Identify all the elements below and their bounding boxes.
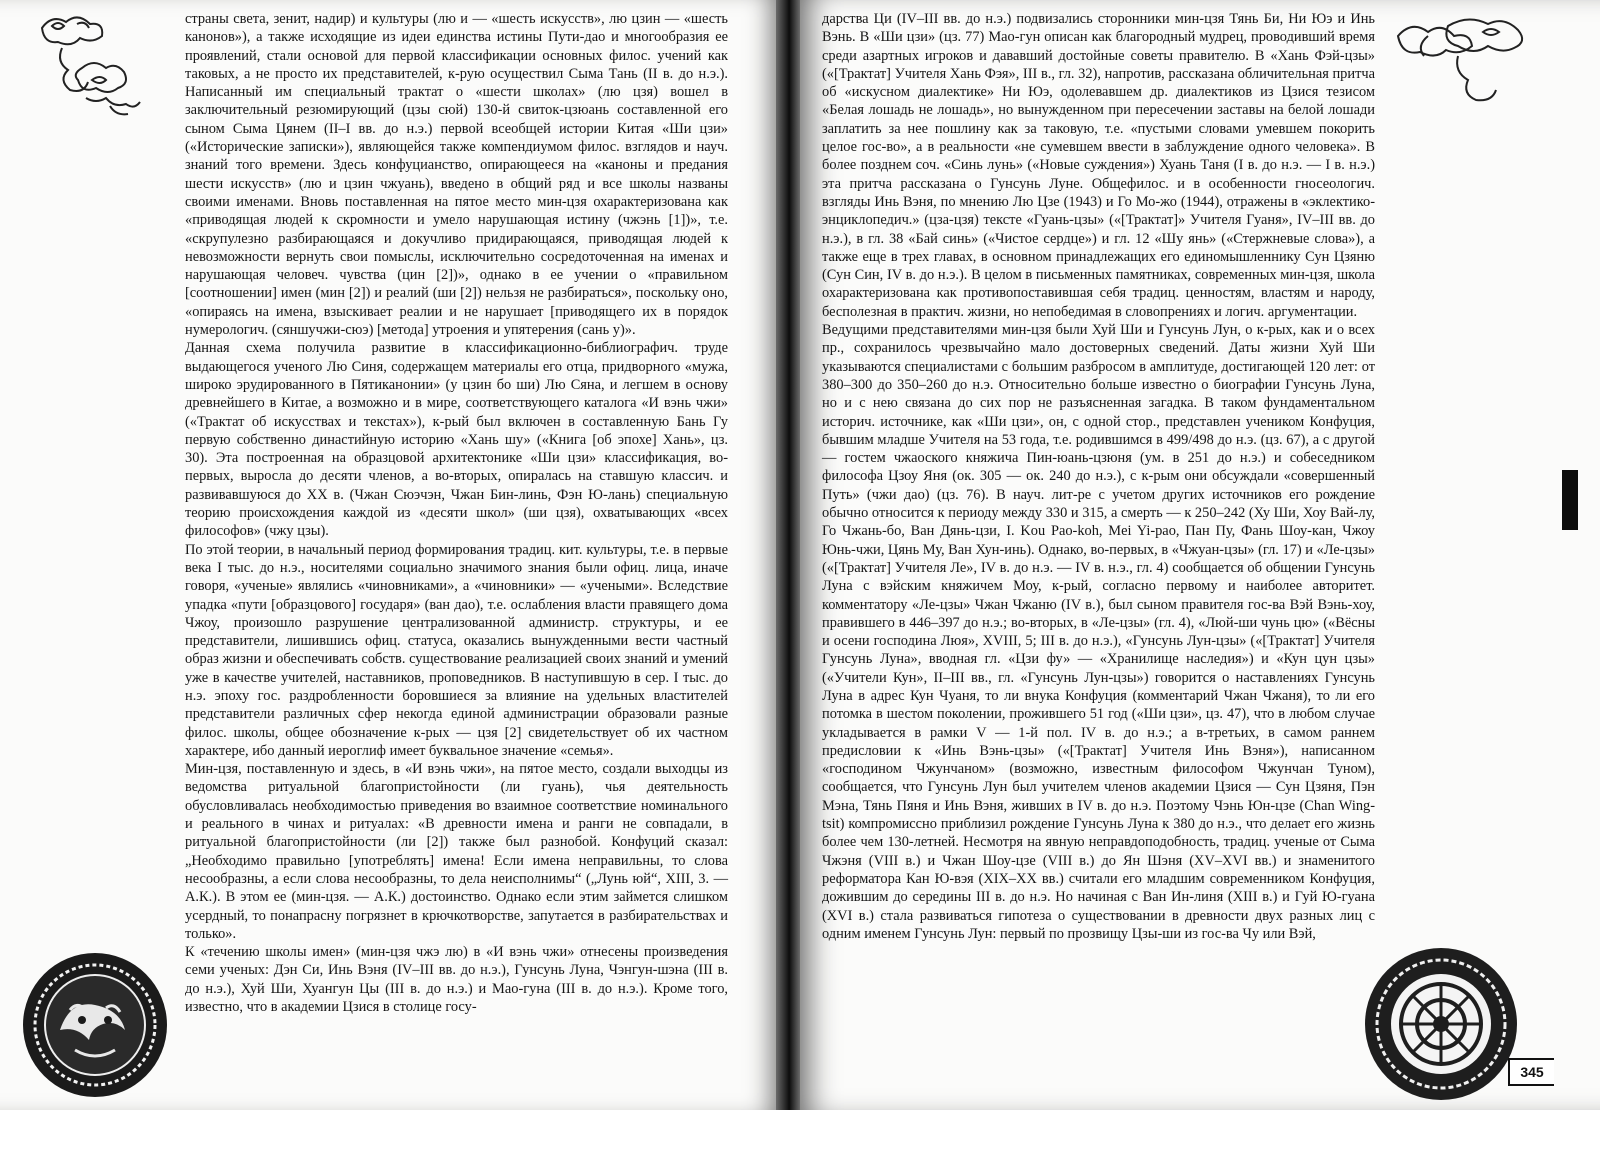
cloud-ornament-icon — [22, 8, 147, 128]
paragraph: Данная схема получила развитие в классификационно-библиографич. труде выдающегося ученого Лю Синя, содержащем материалы его отца, придворного «мужа, широко эрудированного в Пятиканонии» (у цзин бо ши) Лю Сяна, и легшем в основу древнейшего в Китае, а возможно и в мире, соответствующего каталога «И вэнь чжи» («Трактат об искусствах и текстах»), к-рый был включен в составленную Бань Гу первую собственно династийную историю «Хань шу» («Книга [об эпохе] Хань», цз. 30). Эта построенная на образцовой архитектонике «Ши цзи» классификация, во-первых, выросла до десяти членов, а во-вторых, опиралась на ставшую классич. и развивавшуюся до XX в. (Чжан Сюэчэн, Чжан Бин-линь, Фэн Ю-лань) специальную теорию происхождения каждой из «десяти школ» (ши цзя), охватывающих «всех философов» (чжу цзы). — [185, 340, 728, 540]
dragon-medallion-icon — [20, 950, 170, 1100]
left-page-text — [185, 10, 728, 1016]
thumb-index-mark — [1562, 470, 1578, 530]
book-gutter — [776, 0, 800, 1163]
paragraph: К «течению школы имен» (мин-цзя чжэ лю) в «И вэнь чжи» отнесены произведения семи ученых: Дэн Си, Инь Вэня (IV–III вв. до н.э.), Гунсунь Луна, Чэнгун-шэна (III в. до н.э.), Хуй Ши, Хуангун Цы (III в. до н.э.) и Мао-гуна (III в. до н.э.). Кроме того, известно, что в академии Цзися в столице госу- — [185, 944, 728, 1016]
geometric-medallion-icon — [1362, 945, 1520, 1103]
right-page — [800, 0, 1600, 1110]
paragraph: По этой теории, в начальный период формирования традиц. кит. культуры, т.е. в первые века I тыс. до н.э., носителями социально значимого знания были офиц. лица, иначе говоря, «ученые» являлись «чиновниками», а «чиновники» — «учеными». Вследствие упадка «пути [образцового] государя» (ван дао), т.е. ослабления власти правящего дома Чжоу, произошло разрушение централизованной администр. структуры, и ее представители, лишившись офиц. статуса, оказались вынужденными вести частный образ жизни и обеспечивать собств. существование реализацией своих знаний и умений уже в качестве учителей, наставников, проповедников. В наступившую в сер. I тыс. до н.э. эпоху гос. раздробленности боровшиеся за влияние на удельных властителей представители различных сфер некогда единой администрации образовали разные филос. школы, общее обозначение к-рых — цзя [2] свидетельствует об их частном характере, ибо данный иероглиф имеет буквальное значение «семья». — [185, 541, 728, 759]
left-page — [0, 0, 776, 1110]
paragraph: Ведущими представителями мин-цзя были Хуй Ши и Гунсунь Лун, о к-рых, как и о всех пр., сохранилось чрезвычайно мало достоверных сведений. Даты жизни Хуй Ши указываются специалистами с большим разбросом в амплитуде, достигающей 120 лет: от 380–300 до 350–260 до н.э. Относительно больше известно о биографии Гунсунь Луна, но и с нею связана до сих пор не разъясненная загадка. В таком фундаментальном историч. источнике, как «Ши цзи», он, с одной стор., представлен учеником Конфуция, бывшим младше Учителя на 53 года, т.е. родившимся в 499/498 до н.э. (цз. 67), а с другой — гостем чжаоского княжича Пин-юань-цзюня (ум. в 251 до н.э.) и собеседником философа Цзоу Яня (ок. 305 — ок. 240 до н.э.), с к-рым они обсуждали «совершенный Путь» (чжи дао) (цз. 76). В науч. лит-ре с учетом других источников его рождение обычно относится к периоду между 330 и 315, а смерть — к 250–242 (Ху Ши, Хоу Вай-лу, Го Чжань-бо, Ван Дянь-цзи, I. Kou Pao-koh, Mei Yi-pao, Пан Пу, Фань Шоу-кан, Чжоу Юнь-чжи, Цянь Му, Ван Хун-инь). Однако, во-первых, в «Чжуан-цзы» (гл. 17) и «Ле-цзы» («[Трактат] Учителя Ле», IV в. до н.э. — IV в. н.э., гл. 4) сообщается об общении Гунсунь Луна с вэйским княжичем Моу, к-рый, согласно первому и наиболее авторитет. комментатору «Ле-цзы» Чжан Чжаню (IV в.), был сыном правителя гос-ва Вэй Вэнь-хоу, правившего в 446–397 до н.э.; во-вторых, в «Ле-цзы» (гл. 4), «Люй-ши чунь цю» («Вёсны и осени господина Люя», XVIII, 5; III в. до н.э.), «Гунсунь Лун-цзы» («[Трактат] Учителя Гунсунь Луна», вводная гл. «Цзи фу» — «Хранилище наследия») и «Кун цун цзы» («Учители Кун», II–III вв., гл. «Гунсунь Лун-цзы») говорится о наставлениях Гунсунь Луна в адрес Кун Чуаня, то ли внука Конфуция (комментарий Чжан Чжаня), то ли его потомка в шестом поколении, прожившего 51 год («Ши цзи», цз. 47), что в любом случае укладывается в рамки V — 1-й пол. IV в. до н.э.; а в-третьих, в самом раннем предисловии к «Инь Вэнь-цзы» («[Трактат] Учителя Инь Вэня»), написанном «господином Чжунчаном» (возможно, известным философом Чжунчан Туном), сообщается, что Гунсунь Лун был учителем членов академии Цзися — Сун Цзяня, Пэн Мэна, Тянь Пяня и Инь Вэня, живших в IV в. до н.э. Поэтому Чэнь Юн-цзе (Chan Wing-tsit) компромиссно приблизил рождение Гунсунь Луна к 380 до н.э., что делает его жизнь более чем 130-летней. Несмотря на явную неправдоподобность, традиц. ученые от Сыма Чжэня (VIII в.) и Чжан Шоу-цзе (VIII в.) до Ян Шэня (XV–XVI вв.) и знаменитого реформатора Кан Ю-вэя (XIX–XX вв.) считали его младшим современником Конфуция, дожившим до середины III в. до н.э. Но начиная с Ван Ин-линя (XIII в.) и Гуй Ю-гуана (XVI в.) стала развиваться гипотеза о существовании в древности двух разных лиц с одним именем Гунсунь Лун: первый по прозвищу Цзы-ши из гос-ва Чу или Вэй, — [822, 322, 1375, 942]
paragraph: Мин-цзя, поставленную и здесь, в «И вэнь чжи», на пятое место, создали выходцы из ведомства ритуальной благопристойности (ли гуань), чья деятельность обусловливалась необходимостью приведения во взаимное соответствие номинального и реального в чинах и ритуалах: «В древности имена и ранги не совпадали, в ритуальной благопристойности (ли [2]) также был разнобой. Конфуций сказал: „Необходимо правильно [употреблять] имена! Если имена неправильны, то слова несообразны, а если слова несообразны, то дела неисполнимы“ („Лунь юй“, XIII, 3. — А.К.). В этом ее (мин-цзя. — А.К.) достоинство. Однако если этим займется слишком усердный, то понапрасну погрязнет в крючкотворстве, запутается в разбирательствах и только». — [185, 761, 728, 942]
scan-margin — [0, 1110, 1600, 1163]
cloud-ornament-icon — [1388, 6, 1538, 126]
paragraph: страны света, зенит, надир) и культуры (лю и — «шесть искусств», лю цзин — «шесть канонов»), а также исходящие из идеи единства истины Пути-дао и многообразия ее проявлений, стали основой для первой классификации основных филос. учений как таковых, а не просто их представителей, к-рую осуществил Сыма Тань (II в. до н.э.). Написанный им специальный трактат о «шести школах» (лю цзя) вошел в заключительный резюмирующий (цзы сюй) 130-й свиток-цзюань составленной его сыном Сыма Цянем (II–I вв. до н.э.) первой всеобщей истории Китая «Ши цзи» («Исторические записки»), являющейся также компендиумом филос. взглядов и науч. знаний того времени. Здесь конфуцианство, опирающееся на «каноны и предания шести искусств» (лю и цзин чжуань), введено в общий ряд и все школы названы своими именами. Вновь поставленная на пятое место мин-цзя охарактеризована как «приводящая людей к скромности и умело нарушающая истину (чжэнь [1])», т.е. «скрупулезно разбирающаяся и докучливо придирающаяся, приводящая людей к невозможности вернуть свои помыслы, исключительно сосредоточенная на именах и нарушающая человеч. чувства (цин [2])», однако в ее учении о «правильном [соотношении] имен (мин [2]) и реалий (ши [2]) нельзя не разбираться», поскольку оно, «опираясь на имена, взыскивает реалии и не нарушает [приводящего их в порядок нумерологич. (сяншучжи-сюэ) [метода] утроения и упятерения (сань у)». — [185, 11, 728, 339]
right-page-text — [822, 10, 1375, 943]
paragraph: дарства Ци (IV–III вв. до н.э.) подвизались сторонники мин-цзя Тянь Би, Ни Юэ и Инь Вэнь. В «Ши цзи» (цз. 77) Мао-гун описан как благородный мудрец, проводивший время среди азартных игроков и дававший достойные советы правителю. В «Хань Фэй-цзы» («[Трактат] Учителя Хань Фэя», III в., гл. 32), напротив, рассказана обличительная притча об «искусном диалектике» Ни Юэ, одолевавшем др. диалектиков из Цзися тезисом «Белая лошадь не лошадь», но вынужденном при пересечении заставы на белой лошади заплатить за нее пошлину как за таковую, т.е. «пустыми словами умевшем покорить целое гос-во», а в реальности «не сумевшем ввести в заблуждение одного человека». В более позднем соч. «Синь лунь» («Новые суждения») Хуань Таня (I в. до н.э. — I в. н.э.) эта притча рассказана о Гунсунь Луне. Общефилос. и в особенности гносеологич. взгляды Инь Вэня, по мнению Лю Цзе (1943) и Го Мо-жо (1944), отражены в «эклектико-энциклопедич.» (цза-цзя) тексте «Гуань-цзы» («[Трактат]» Учителя Гуаня», IV–III вв. до н.э.), в гл. 38 «Бай синь» («Чистое сердце») и гл. 12 «Шу янь» («Стержневые слова»), а также еще в трех главах, в основном принадлежащих его единомышленнику Сун Цзяню (Сун Син, IV в. до н.э.). В целом в письменных памятниках, современных мин-цзя, школа охарактеризована как противопоставившая себя традиц. ценностям, властям и народу, бесполезная в практич. жизни, но непобедимая в словопрениях и логич. аргументации. — [822, 11, 1375, 320]
page-number: 345 — [1508, 1058, 1554, 1086]
